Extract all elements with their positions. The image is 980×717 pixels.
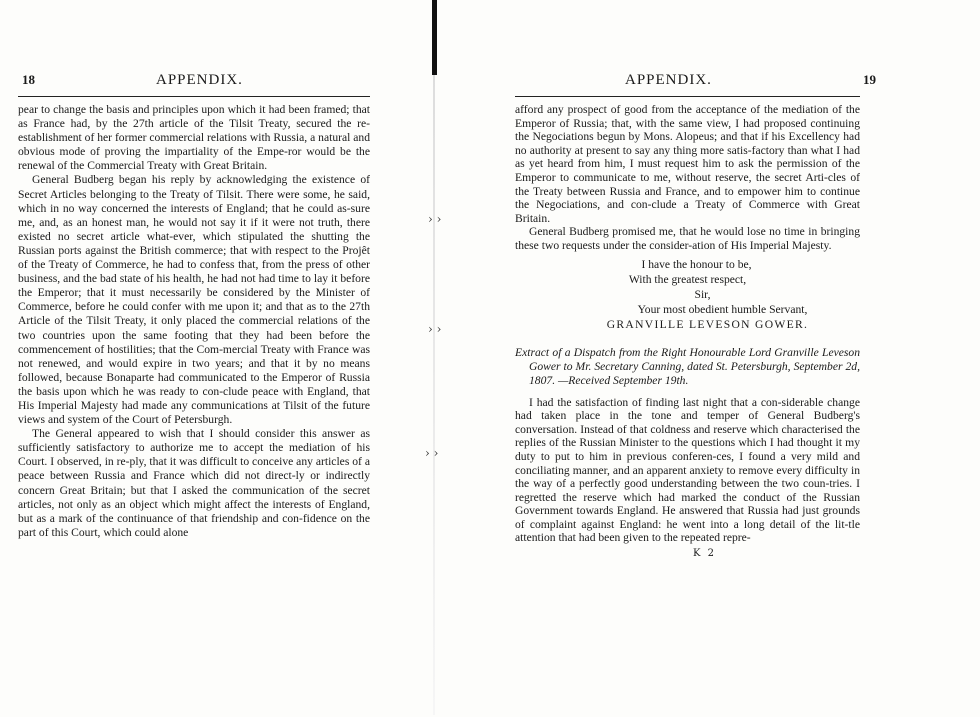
closing-line: With the greatest respect,	[628, 272, 747, 286]
closing-line: Your most obedient humble Servant,	[637, 302, 808, 316]
paragraph: afford any prospect of good from the acceptance of the mediation of the Emperor of Russia; that, with the same view, I had proposed continuing the Negociations begun by Mons. Alopeus; and that if his Excellency had no authority at present to say any thing more satis-factory than what I had as yet heard from him, I must request him to ask the permission of the Emperor to communicate to me, without reserve, the secret Arti-cles of the Treaty between Russia and France, and to empower him to continue the Negociations, and con-clude a Treaty of Commerce with Great Britain.	[515, 103, 860, 225]
right-page-header	[515, 72, 876, 94]
bleed-mark: › ›	[428, 212, 442, 226]
closing-line: Sir,	[694, 287, 711, 301]
header-rule	[515, 96, 860, 97]
paragraph: The General appeared to wish that I should consider this answer as sufficiently satisfactory to authorize me to accept the mediation of his Court. I observed, in re-ply, that it was difficult to conceive any articles of a peace between Russia and France which did not direct-ly or indirectly concern Great Britain; but that I asked the communication of the secret articles, not only as an object which might affect the interests of England, but as a mark of the continuance of that friendship and con-fidence on the part of this Court, which could alone	[18, 427, 370, 539]
left-page-header	[18, 72, 370, 94]
closing-line: I have the honour to be,	[641, 257, 752, 271]
paragraph: I had the satisfaction of finding last night that a con-siderable change had taken place in the tone and temper of General Budberg's conversation. Instead of that coldness and reserve which characterised the replies of the Russian Minister to the questions which I had thought it my duty to put to him in previous conferen-ces, I found a very mild and conciliating manner, and an apparent anxiety to remove every difficulty in the way of a perfectly good understanding between the two coun-tries. I regretted the reserve which had marked the conduct of the Russian Government towards England. He answered that Russia had just grounds of complaint against England: he went into a long detail of the lit-tle attention that had been given to the repeated repre-	[515, 395, 860, 545]
running-head: APPENDIX.	[156, 72, 243, 88]
bleed-mark: › ›	[425, 446, 439, 460]
extract-heading: Extract of a Dispatch from the Right Honourable Lord Granville Leveson Gower to Mr. Secretary Canning, dated St. Petersburgh, September 2d, 1807. —Received September 19th.	[515, 345, 860, 387]
gutter-binding	[432, 0, 437, 75]
bleed-mark: › ›	[428, 322, 442, 336]
right-page	[515, 72, 876, 560]
page-number: 18	[22, 72, 35, 87]
left-page	[18, 72, 370, 540]
running-head: APPENDIX.	[625, 72, 712, 88]
signature: GRANVILLE LEVESON GOWER.	[606, 317, 809, 331]
paragraph: pear to change the basis and principles upon which it had been framed; that as France had, by the 27th article of the Tilsit Treaty, secured the re-establishment of her former commercial relations with Russia, a natural and obvious mode of proving the impartiality of the Empe-ror would be the renewal of the Commercial Treaty with Great Britain.	[18, 103, 370, 173]
paragraph: General Budberg promised me, that he would lose no time in bringing these two requests under the consider-ation of His Imperial Majesty.	[515, 225, 860, 252]
gutter-shadow	[433, 75, 435, 715]
extract-body	[515, 396, 860, 546]
paragraph: General Budberg began his reply by acknowledging the existence of Secret Articles belonging to the Treaty of Tilsit. There were some, he said, which in no way concerned the interests of England; that he could as-sure me, and, as an honest man, he would not say it if it were not truth, there existed no secret article what-ever, which stipulated the shutting the Russian ports against the British commerce; that with respect to the Projêt of the Treaty of Commerce, he had to confess that, from the press of other business, and the bad state of his health, he had not had time to lay it before the Emperor; that it must necessarily be considered by the Minister of Commerce, before he could confer with me upon it; and that as to the 27th Article of the Tilsit Treaty, it only placed the commercial relations of the two countries upon the same footing that they had been before the commencement of hostilities; that the Com-mercial Treaty with France was not renewed, and would expire in two years; and that it by no means followed, because Bonaparte had communicated to the Emperor of Russia the basis upon which he was ready to con-clude peace with England, that His Imperial Majesty had made any communications at Tilsit of the future views and system of the Court of Petersburgh.	[18, 173, 370, 427]
left-page-body	[18, 103, 370, 540]
header-rule	[18, 96, 370, 97]
page-number: 19	[863, 72, 876, 87]
right-page-body	[515, 103, 860, 253]
letter-closing	[515, 257, 860, 332]
signature-mark: K 2	[693, 548, 717, 560]
